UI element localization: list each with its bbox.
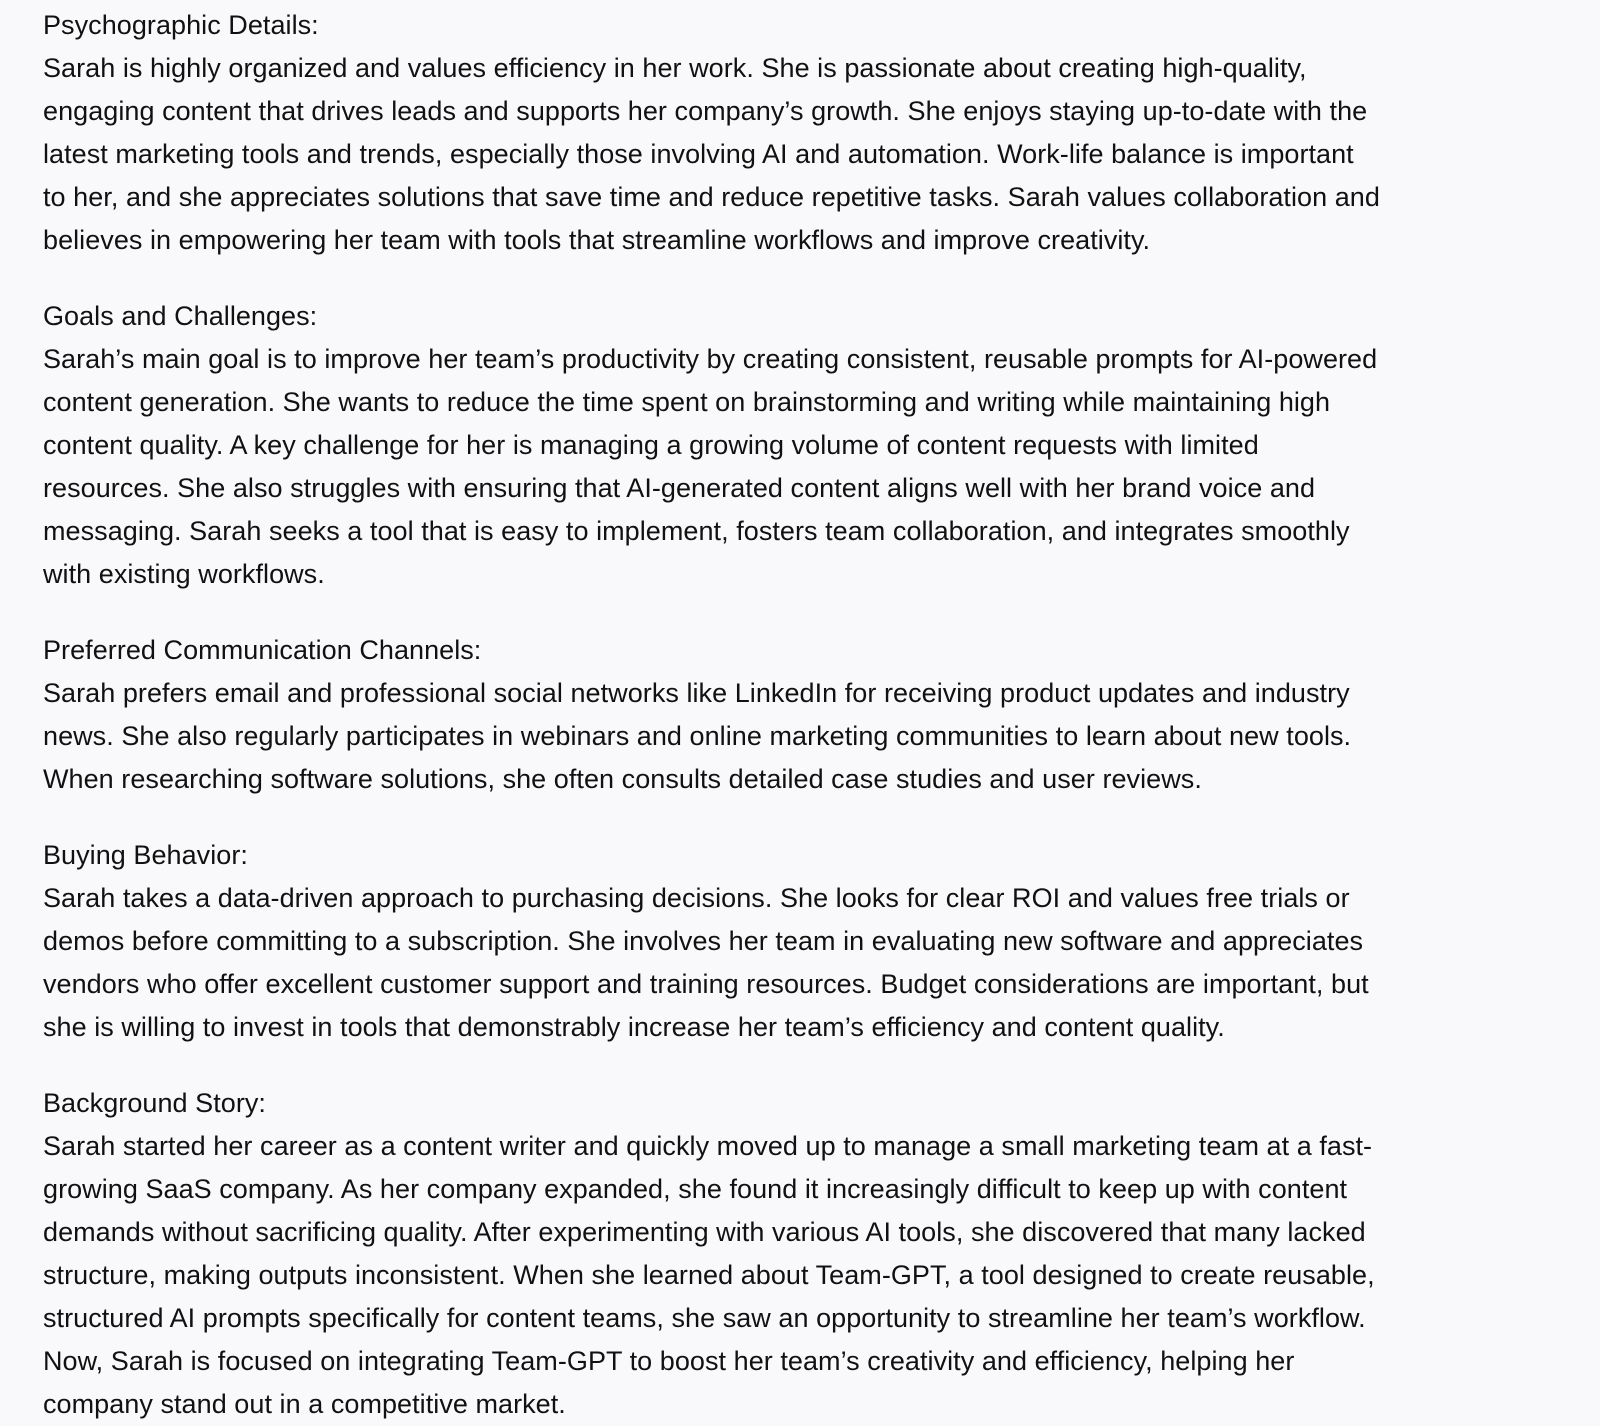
section-body bbox=[43, 1125, 1563, 1426]
persona-document bbox=[43, 0, 1563, 1426]
section-psychographic-details bbox=[43, 4, 1563, 262]
text-line: engaging content that drives leads and supports her company’s growth. She enjoys staying up-to-date with the bbox=[43, 96, 1368, 126]
text-line: content generation. She wants to reduce the time spent on brainstorming and writing while maintaining high bbox=[43, 387, 1331, 417]
section-body bbox=[43, 877, 1563, 1049]
section-body bbox=[43, 338, 1563, 596]
text-line: vendors who offer excellent customer support and training resources. Budget considerations are important, but bbox=[43, 969, 1369, 999]
text-line: to her, and she appreciates solutions that save time and reduce repetitive tasks. Sarah values collaboration and bbox=[43, 182, 1380, 212]
section-preferred-communication-channels bbox=[43, 629, 1563, 801]
text-line: latest marketing tools and trends, especially those involving AI and automation. Work-life balance is important bbox=[43, 139, 1354, 169]
text-line: demos before committing to a subscription. She involves her team in evaluating new software and appreciates bbox=[43, 926, 1364, 956]
section-heading: Goals and Challenges: bbox=[43, 301, 318, 331]
section-heading: Background Story: bbox=[43, 1088, 266, 1118]
text-line: content quality. A key challenge for her is managing a growing volume of content requests with limited bbox=[43, 430, 1259, 460]
text-line: Now, Sarah is focused on integrating Team-GPT to boost her team’s creativity and efficiency, helping her bbox=[43, 1346, 1295, 1376]
text-line: Sarah started her career as a content writer and quickly moved up to manage a small marketing team at a fast- bbox=[43, 1131, 1373, 1161]
section-heading: Buying Behavior: bbox=[43, 840, 248, 870]
text-line: resources. She also struggles with ensuring that AI-generated content aligns well with her brand voice and bbox=[43, 473, 1316, 503]
text-line: news. She also regularly participates in webinars and online marketing communities to learn about new tools. bbox=[43, 721, 1352, 751]
section-body bbox=[43, 47, 1563, 262]
text-line: When researching software solutions, she often consults detailed case studies and user reviews. bbox=[43, 764, 1202, 794]
section-spacer bbox=[43, 1049, 1563, 1078]
text-line: she is willing to invest in tools that demonstrably increase her team’s efficiency and content quality. bbox=[43, 1012, 1225, 1042]
text-line: Sarah is highly organized and values efficiency in her work. She is passionate about creating high-quality, bbox=[43, 53, 1307, 83]
section-buying-behavior bbox=[43, 834, 1563, 1049]
section-body bbox=[43, 672, 1563, 801]
section-spacer bbox=[43, 596, 1563, 625]
text-line: believes in empowering her team with tools that streamline workflows and improve creativity. bbox=[43, 225, 1151, 255]
section-heading: Psychographic Details: bbox=[43, 10, 319, 40]
text-line: company stand out in a competitive market. bbox=[43, 1389, 566, 1419]
section-goals-and-challenges bbox=[43, 295, 1563, 596]
text-line: structured AI prompts specifically for content teams, she saw an opportunity to streamline her team’s workflow. bbox=[43, 1303, 1366, 1333]
text-line: messaging. Sarah seeks a tool that is easy to implement, fosters team collaboration, and integrates smoothly bbox=[43, 516, 1350, 546]
section-heading: Preferred Communication Channels: bbox=[43, 635, 482, 665]
section-background-story bbox=[43, 1082, 1563, 1426]
text-line: Sarah prefers email and professional social networks like LinkedIn for receiving product updates and industry bbox=[43, 678, 1350, 708]
text-line: Sarah’s main goal is to improve her team’s productivity by creating consistent, reusable prompts for AI-powered bbox=[43, 344, 1378, 374]
text-line: with existing workflows. bbox=[43, 559, 325, 589]
text-line: demands without sacrificing quality. After experimenting with various AI tools, she discovered that many lacked bbox=[43, 1217, 1366, 1247]
section-spacer bbox=[43, 801, 1563, 830]
text-line: growing SaaS company. As her company expanded, she found it increasingly difficult to keep up with content bbox=[43, 1174, 1348, 1204]
text-line: structure, making outputs inconsistent. When she learned about Team-GPT, a tool designed to create reusable, bbox=[43, 1260, 1375, 1290]
section-spacer bbox=[43, 262, 1563, 291]
text-line: Sarah takes a data-driven approach to purchasing decisions. She looks for clear ROI and values free trials or bbox=[43, 883, 1350, 913]
